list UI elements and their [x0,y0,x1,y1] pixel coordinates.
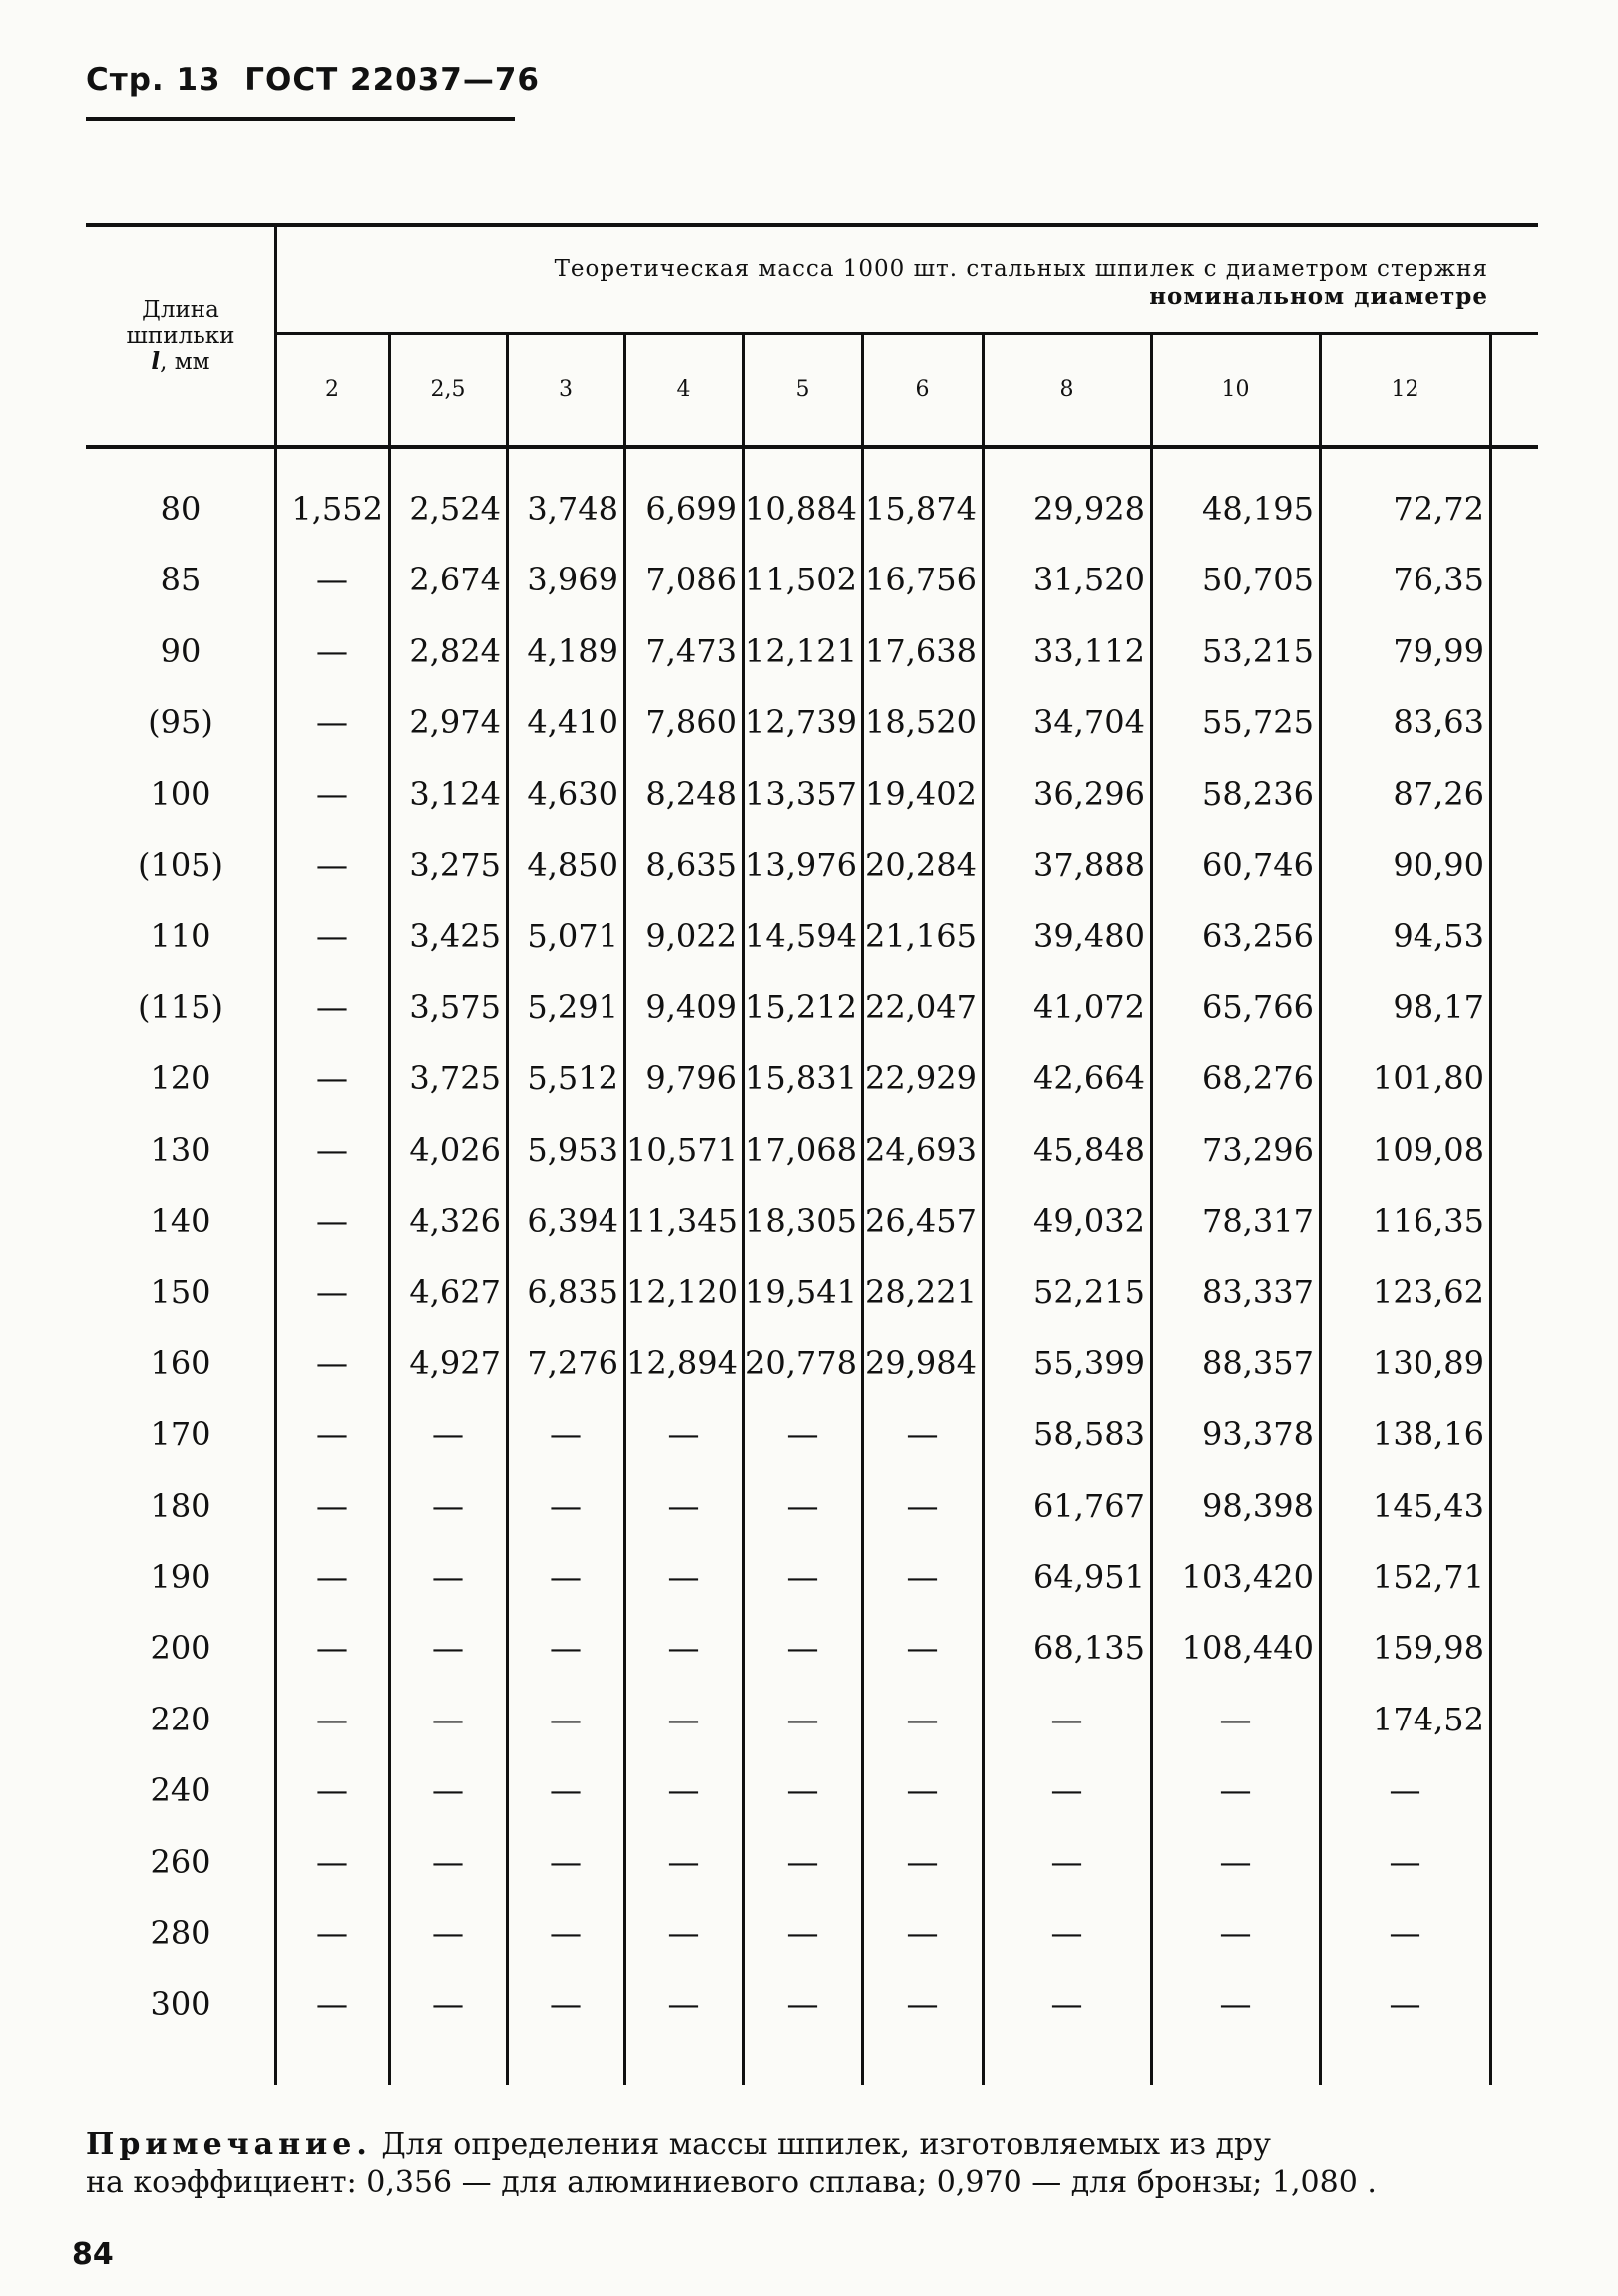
mass-cell: 15,212 [745,988,857,1026]
mass-cell: — [432,1771,464,1809]
mass-cell: — [906,1415,939,1453]
mass-cell: — [667,1487,700,1525]
mass-cell: 78,317 [1202,1202,1314,1240]
mass-cell: 31,520 [1033,561,1145,598]
mass-cell: 4,410 [527,703,618,741]
group-header-line2: номинальном диаметре [1149,283,1488,310]
mass-cell: — [1219,1843,1252,1881]
mass-cell: 9,409 [645,988,737,1026]
mass-cell: 83,337 [1202,1273,1314,1311]
mass-cell: — [432,1415,464,1453]
mass-cell: 3,275 [409,846,501,884]
mass-cell: — [906,1843,939,1881]
mass-cell: 8,248 [645,775,737,813]
mass-cell: 53,215 [1202,632,1314,670]
mass-cell: — [316,1487,348,1525]
mass-cell: 12,894 [626,1344,738,1382]
mass-cell: — [906,1558,939,1596]
mass-cell: 94,53 [1393,917,1484,955]
length-header-line1: Длина [142,297,219,323]
mass-cell: — [316,1273,348,1311]
mass-cell: 4,627 [409,1273,501,1311]
mass-cell: 3,575 [409,988,501,1026]
mass-cell: — [316,1629,348,1667]
mass-cell: — [906,1985,939,2023]
mass-cell: 2,824 [409,632,501,670]
diameter-header: 12 [1391,377,1419,402]
note-text-line1: Для определения массы шпилек, изготовляемых из дру [371,2127,1271,2162]
mass-cell: 109,08 [1373,1131,1484,1169]
mass-cell: 15,874 [865,490,977,528]
mass-cell: 63,256 [1202,917,1314,955]
column-separator [861,449,864,2085]
mass-cell: 7,086 [645,561,737,598]
group-header-line1: Теоретическая масса 1000 шт. стальных шпилек с диаметром стержня [554,256,1488,282]
mass-cell: — [316,1771,348,1809]
table-note [86,2126,1522,2202]
mass-cell: 2,674 [409,561,501,598]
mass-cell: 108,440 [1181,1629,1314,1667]
mass-cell: — [906,1914,939,1952]
mass-cell: — [786,1771,819,1809]
mass-cell: 16,756 [865,561,977,598]
diameter-header-rule [275,332,1538,335]
mass-cell: — [432,1985,464,2023]
mass-cell: — [316,632,348,670]
mass-cell: — [316,561,348,598]
mass-cell: 58,583 [1033,1415,1145,1453]
mass-cell: — [550,1701,582,1738]
column-separator [388,449,391,2085]
mass-cell: 10,884 [745,490,857,528]
diameter-header: 6 [915,377,930,402]
column-separator [1319,449,1322,2085]
mass-cell: 5,071 [527,917,618,955]
diameter-header: 5 [795,377,810,402]
mass-cell: 4,189 [527,632,618,670]
mass-cell: — [550,1629,582,1667]
mass-cell: — [1050,1701,1083,1738]
mass-cell: — [316,846,348,884]
mass-cell: 18,520 [865,703,977,741]
mass-cell: — [432,1629,464,1667]
mass-cell: 61,767 [1033,1487,1145,1525]
mass-cell: 3,124 [409,775,501,813]
mass-cell: 93,378 [1202,1415,1314,1453]
mass-cell: 138,16 [1373,1415,1484,1453]
mass-cell: 76,35 [1393,561,1484,598]
page-number: 84 [72,2237,114,2272]
mass-cell: 55,725 [1202,703,1314,741]
mass-cell: — [432,1487,464,1525]
length-cell: 180 [150,1487,211,1525]
column-separator [742,449,745,2085]
mass-cell: — [667,1629,700,1667]
mass-cell: 49,032 [1033,1202,1145,1240]
mass-cell: — [1389,1843,1421,1881]
page-label: Стр. 13 [86,62,221,98]
diameter-header: 10 [1221,377,1250,402]
table-top-rule [86,223,1538,227]
mass-cell: 1,552 [291,490,383,528]
mass-cell: 90,90 [1393,846,1484,884]
mass-cell: 4,026 [409,1131,501,1169]
length-symbol: l [151,348,161,375]
mass-cell: — [316,1558,348,1596]
mass-cell: 159,98 [1373,1629,1484,1667]
mass-cell: 68,276 [1202,1059,1314,1097]
column-separator [506,449,509,2085]
mass-cell: 37,888 [1033,846,1145,884]
mass-cell: — [1389,1914,1421,1952]
length-cell: 220 [150,1701,211,1738]
mass-cell: 73,296 [1202,1131,1314,1169]
mass-cell: 7,860 [645,703,737,741]
length-cell: 110 [150,917,211,955]
mass-cell: 55,399 [1033,1344,1145,1382]
diameter-header: 2 [325,377,339,402]
mass-cell: — [550,1415,582,1453]
mass-cell: 3,748 [527,490,618,528]
mass-cell: — [316,1415,348,1453]
mass-cell: 65,766 [1202,988,1314,1026]
mass-cell: — [432,1843,464,1881]
column-separator [1489,449,1492,2085]
mass-cell: — [1389,1771,1421,1809]
length-cell: 280 [150,1914,211,1952]
mass-cell: 11,502 [745,561,857,598]
diameter-header: 4 [676,377,691,402]
mass-cell: — [432,1914,464,1952]
mass-cell: 88,357 [1202,1344,1314,1382]
mass-cell: — [316,1344,348,1382]
mass-cell: 39,480 [1033,917,1145,955]
mass-cell: 5,291 [527,988,618,1026]
mass-cell: 87,26 [1393,775,1484,813]
mass-cell: 22,047 [865,988,977,1026]
mass-cell: 12,120 [626,1273,738,1311]
length-cell: (95) [148,703,213,741]
mass-cell: 60,746 [1202,846,1314,884]
mass-cell: 42,664 [1033,1059,1145,1097]
mass-cell: 4,326 [409,1202,501,1240]
mass-cell: 28,221 [865,1273,977,1311]
mass-cell: 58,236 [1202,775,1314,813]
length-cell: 160 [150,1344,211,1382]
mass-cell: — [316,988,348,1026]
mass-cell: — [786,1985,819,2023]
mass-cell: 48,195 [1202,490,1314,528]
mass-cell: 17,638 [865,632,977,670]
mass-cell: 12,121 [745,632,857,670]
mass-cell: — [316,1843,348,1881]
mass-cell: — [906,1701,939,1738]
column-separator [623,449,626,2085]
column-separator [982,449,985,2085]
mass-cell: 2,974 [409,703,501,741]
mass-cell: 36,296 [1033,775,1145,813]
mass-cell: 9,022 [645,917,737,955]
mass-cell: — [432,1558,464,1596]
mass-cell: 123,62 [1373,1273,1484,1311]
mass-cell: 13,357 [745,775,857,813]
mass-cell: 52,215 [1033,1273,1145,1311]
mass-cell: 64,951 [1033,1558,1145,1596]
mass-cell: 17,068 [745,1131,857,1169]
length-cell: 100 [150,775,211,813]
mass-cell: — [550,1558,582,1596]
mass-cell: 103,420 [1181,1558,1314,1596]
mass-cell: 20,778 [745,1344,857,1382]
mass-cell: — [667,1415,700,1453]
mass-cell: 14,594 [745,917,857,955]
length-cell: 140 [150,1202,211,1240]
mass-cell: — [906,1487,939,1525]
page-header [86,62,540,98]
mass-cell: 29,984 [865,1344,977,1382]
mass-cell: — [667,1701,700,1738]
mass-cell: — [1050,1843,1083,1881]
length-column-header [86,297,275,375]
length-cell: 85 [160,561,202,598]
mass-cell: 4,630 [527,775,618,813]
mass-cell: 19,402 [865,775,977,813]
mass-cell: 15,831 [745,1059,857,1097]
mass-group-header [291,255,1488,311]
mass-cell: — [316,1131,348,1169]
mass-cell: — [1050,1771,1083,1809]
length-unit: , мм [160,349,210,375]
mass-cell: — [316,775,348,813]
mass-cell: 2,524 [409,490,501,528]
mass-cell: 145,43 [1373,1487,1484,1525]
mass-cell: 45,848 [1033,1131,1145,1169]
mass-cell: 3,425 [409,917,501,955]
mass-cell: 72,72 [1393,490,1484,528]
mass-cell: — [1050,1914,1083,1952]
mass-cell: 3,969 [527,561,618,598]
mass-cell: 7,473 [645,632,737,670]
diameter-header: 2,5 [430,377,466,402]
mass-cell: 6,835 [527,1273,618,1311]
mass-cell: — [786,1629,819,1667]
mass-cell: 174,52 [1373,1701,1484,1738]
mass-cell: — [786,1914,819,1952]
mass-cell: — [550,1771,582,1809]
length-header-line2: шпильки [126,323,235,349]
mass-cell: 116,35 [1373,1202,1484,1240]
length-cell: (105) [137,846,224,884]
mass-cell: — [316,1202,348,1240]
mass-cell: — [432,1701,464,1738]
length-cell: 190 [150,1558,211,1596]
mass-cell: 11,345 [626,1202,738,1240]
length-cell: 300 [150,1985,211,2023]
mass-cell: 5,512 [527,1059,618,1097]
mass-cell: 7,276 [527,1344,618,1382]
mass-cell: 41,072 [1033,988,1145,1026]
mass-cell: — [1219,1985,1252,2023]
mass-cell: 4,927 [409,1344,501,1382]
diameter-header: 8 [1059,377,1074,402]
mass-cell: 19,541 [745,1273,857,1311]
mass-cell: 152,71 [1373,1558,1484,1596]
mass-cell: — [667,1914,700,1952]
mass-cell: 26,457 [865,1202,977,1240]
mass-cell: — [906,1629,939,1667]
mass-cell: — [667,1843,700,1881]
mass-cell: 98,17 [1393,988,1484,1026]
mass-cell: — [667,1985,700,2023]
length-cell: 130 [150,1131,211,1169]
mass-cell: 9,796 [645,1059,737,1097]
mass-cell: 24,693 [865,1131,977,1169]
length-cell: 170 [150,1415,211,1453]
length-cell: 120 [150,1059,211,1097]
note-line2: на коэффициент: 0,356 — для алюминиевого сплава; 0,970 — для бронзы; 1,080 . [86,2165,1377,2200]
length-cell: 200 [150,1629,211,1667]
mass-cell: — [316,1059,348,1097]
mass-cell: 8,635 [645,846,737,884]
length-cell: 90 [160,632,202,670]
mass-cell: — [316,1701,348,1738]
mass-cell: — [550,1985,582,2023]
mass-cell: 21,165 [865,917,977,955]
mass-cell: 3,725 [409,1059,501,1097]
header-rule [86,117,515,121]
mass-cell: 68,135 [1033,1629,1145,1667]
mass-cell: — [550,1487,582,1525]
mass-cell: — [1219,1701,1252,1738]
mass-cell: — [550,1914,582,1952]
mass-cell: 13,976 [745,846,857,884]
mass-cell: 4,850 [527,846,618,884]
mass-cell: 6,394 [527,1202,618,1240]
mass-cell: 5,953 [527,1131,618,1169]
note-label: Примечание. [86,2127,372,2162]
mass-cell: — [316,1914,348,1952]
mass-cell: 98,398 [1202,1487,1314,1525]
mass-cell: — [1219,1914,1252,1952]
mass-cell: 101,80 [1373,1059,1484,1097]
mass-cell: — [786,1558,819,1596]
mass-cell: 12,739 [745,703,857,741]
mass-cell: — [550,1843,582,1881]
mass-cell: 83,63 [1393,703,1484,741]
mass-cell: 18,305 [745,1202,857,1240]
mass-cell: — [906,1771,939,1809]
mass-cell: — [667,1771,700,1809]
mass-cell: 33,112 [1033,632,1145,670]
mass-cell: 20,284 [865,846,977,884]
mass-cell: 22,929 [865,1059,977,1097]
mass-cell: — [1389,1985,1421,2023]
column-separator [1150,449,1153,2085]
mass-cell: 10,571 [626,1131,738,1169]
length-cell: 240 [150,1771,211,1809]
length-header-line3 [86,349,275,375]
mass-cell: 79,99 [1393,632,1484,670]
mass-cell: — [1219,1771,1252,1809]
diameter-header: 3 [559,377,573,402]
mass-cell: — [786,1843,819,1881]
mass-cell: — [1050,1985,1083,2023]
length-cell: 260 [150,1843,211,1881]
standard-label: ГОСТ 22037—76 [244,62,541,98]
mass-cell: 6,699 [645,490,737,528]
mass-cell: — [316,703,348,741]
mass-cell: 50,705 [1202,561,1314,598]
mass-cell: — [786,1701,819,1738]
note-line1 [86,2126,1522,2164]
mass-cell: — [786,1415,819,1453]
mass-cell: 29,928 [1033,490,1145,528]
length-cell: 150 [150,1273,211,1311]
length-cell: (115) [137,988,224,1026]
mass-cell: — [786,1487,819,1525]
mass-cell: 130,89 [1373,1344,1484,1382]
mass-cell: — [316,917,348,955]
length-cell: 80 [160,490,202,528]
mass-cell: — [316,1985,348,2023]
mass-cell: 34,704 [1033,703,1145,741]
mass-cell: — [667,1558,700,1596]
